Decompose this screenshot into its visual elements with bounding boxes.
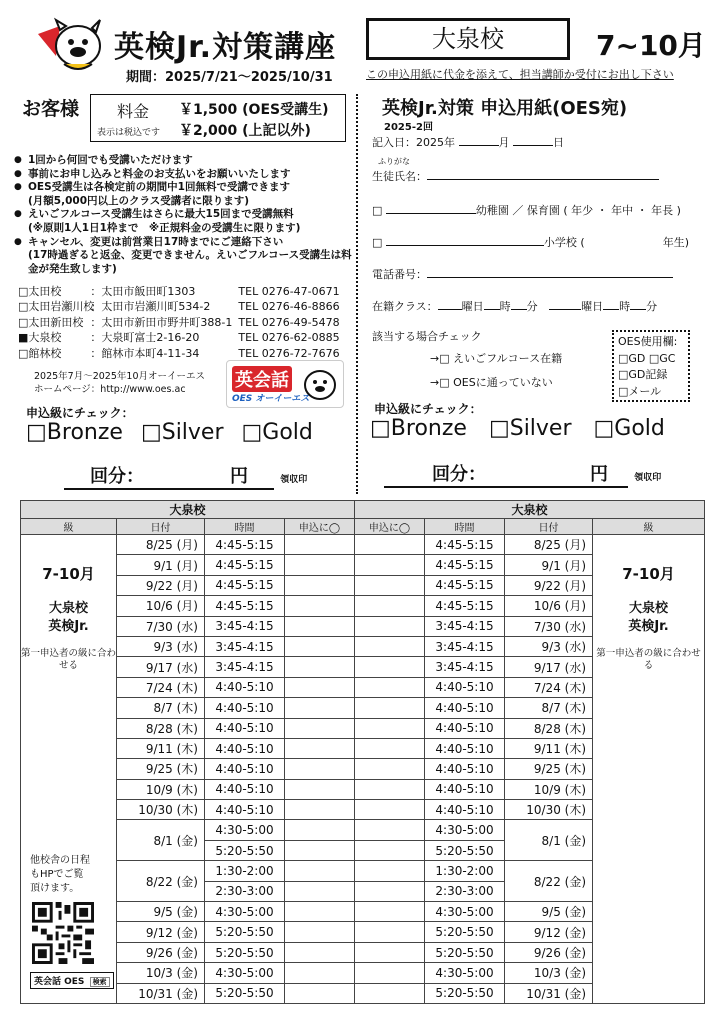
school-tel: TEL 0276-72-7676 <box>238 346 340 360</box>
bronze-checkbox[interactable]: □Bronze <box>26 420 123 445</box>
level-side-right <box>593 535 705 1004</box>
apply-cell[interactable] <box>355 902 425 922</box>
date-cell: 8/25 (月) <box>117 535 205 555</box>
time-cell: 2:30-3:00 <box>205 881 285 901</box>
gold-checkbox[interactable]: □Gold <box>241 420 313 445</box>
apply-cell[interactable] <box>355 535 425 555</box>
month-label: 月 <box>498 136 510 149</box>
col-time: 時間 <box>205 519 285 535</box>
time-cell: 5:20-5:50 <box>425 840 505 860</box>
student-name-field[interactable] <box>427 179 659 180</box>
class-row <box>372 298 657 314</box>
date-cell: 8/1 (金) <box>117 820 205 861</box>
date-cell: 7/30 (水) <box>505 616 593 636</box>
time-cell: 4:40-5:10 <box>205 779 285 799</box>
apply-cell[interactable] <box>285 963 355 983</box>
date-cell: 7/24 (木) <box>505 677 593 697</box>
times-label: 回分： <box>90 466 144 487</box>
apply-cell[interactable] <box>355 840 425 860</box>
time-cell: 4:45-5:15 <box>205 596 285 616</box>
time-cell: 4:30-5:00 <box>205 963 285 983</box>
time-cell: 5:20-5:50 <box>425 983 505 1003</box>
apply-cell[interactable] <box>285 902 355 922</box>
time-cell: 4:45-5:15 <box>205 555 285 575</box>
notes-list <box>14 154 354 276</box>
note-line: 他校舎の日程 <box>30 855 90 866</box>
apply-cell[interactable] <box>355 677 425 697</box>
day-field[interactable] <box>513 145 553 146</box>
phone-label: 電話番号： <box>372 268 427 281</box>
apply-cell[interactable] <box>285 616 355 636</box>
note-item: ● 事前にお申し込みと料金のお支払いをお願いいたします <box>14 168 354 182</box>
logo-sub: OES オーイーエス <box>232 394 310 404</box>
apply-cell[interactable] <box>355 820 425 840</box>
name-row <box>372 168 659 184</box>
school-name: 太田新田校 <box>28 315 84 329</box>
note-line: 頂けます。 <box>30 883 80 894</box>
school-tel: TEL 0276-46-8866 <box>238 300 340 314</box>
weekday-field[interactable] <box>438 309 462 310</box>
date-cell: 8/7 (木) <box>505 698 593 718</box>
date-cell: 10/3 (金) <box>117 963 205 983</box>
date-cell: 10/3 (金) <box>505 963 593 983</box>
apply-cell[interactable] <box>355 636 425 656</box>
date-cell: 9/17 (水) <box>505 657 593 677</box>
school-name: 大泉校 <box>28 331 62 345</box>
apply-cell[interactable] <box>285 820 355 840</box>
time-cell: 4:45-5:15 <box>425 535 505 555</box>
school-name: 館林校 <box>28 346 62 360</box>
checkbox[interactable]: ■ <box>18 331 29 345</box>
hour-field[interactable] <box>603 309 619 310</box>
receipt-label: 領収印 <box>280 475 308 485</box>
date-cell: 7/24 (木) <box>117 677 205 697</box>
time-cell: 4:40-5:10 <box>425 718 505 738</box>
school-address: ：太田市飯田町1303 <box>90 285 196 298</box>
school-row <box>18 330 340 345</box>
fee-oes: ￥1,500 (OES受講生) <box>179 102 329 118</box>
date-cell: 9/12 (金) <box>117 922 205 942</box>
date-cell: 10/9 (木) <box>117 779 205 799</box>
qr-code-icon[interactable] <box>32 902 94 964</box>
school-tel: TEL 0276-62-0885 <box>238 331 340 345</box>
logo-text: 英会話 <box>232 366 292 392</box>
note-sub: (※原則1人1日1枠まで ※正規料金の受講生に限ります) <box>28 221 301 234</box>
apply-cell[interactable] <box>285 942 355 962</box>
school-address: ：大泉町富士2-16-20 <box>90 331 200 345</box>
school-row <box>18 346 340 361</box>
furigana-label: ふりがな <box>378 157 410 166</box>
date-cell: 9/26 (金) <box>117 942 205 962</box>
date-cell: 9/11 (木) <box>505 738 593 758</box>
time-cell: 3:45-4:15 <box>425 616 505 636</box>
fee-label: 料金 <box>117 102 150 121</box>
apply-cell[interactable] <box>355 881 425 901</box>
class-label: 在籍クラス： <box>372 300 438 313</box>
ji-label: 時 <box>619 300 631 313</box>
date-cell: 9/26 (金) <box>505 942 593 962</box>
minute-field[interactable] <box>511 309 527 310</box>
school-row <box>18 299 340 314</box>
phone-field[interactable] <box>427 277 673 278</box>
footer-info <box>34 370 205 396</box>
school-address: ：太田市新田市野井町388-1 <box>90 315 233 329</box>
col-apply: 申込に◯ <box>355 519 425 535</box>
time-cell: 4:40-5:10 <box>425 759 505 779</box>
elem-year-label: 年生) <box>662 236 689 249</box>
elem-row <box>372 234 689 250</box>
school-address: ：太田市岩瀬川町534-2 <box>90 300 211 314</box>
apply-cell[interactable] <box>355 800 425 820</box>
search-badge-text: 英会話 OES <box>34 977 85 987</box>
date-cell: 8/1 (金) <box>505 820 593 861</box>
time-cell: 5:20-5:50 <box>205 983 285 1003</box>
apply-cell[interactable] <box>285 535 355 555</box>
note-item: ● 1回から何回でも受講いただけます <box>14 154 354 168</box>
table-header-school <box>21 501 705 519</box>
apply-cell[interactable] <box>355 942 425 962</box>
col-level: 級 <box>21 519 117 535</box>
ji-label: 時 <box>499 300 511 313</box>
level-check-left <box>26 420 313 445</box>
apply-cell[interactable] <box>285 596 355 616</box>
apply-cell[interactable] <box>355 657 425 677</box>
time-cell: 4:40-5:10 <box>425 800 505 820</box>
side-note: 第一申込者の級に合わせる <box>21 648 117 671</box>
checkbox[interactable]: □ <box>18 285 29 298</box>
time-cell: 4:30-5:00 <box>425 902 505 922</box>
school-list <box>18 284 340 361</box>
kinder-field[interactable] <box>386 213 476 214</box>
apply-cell[interactable] <box>285 922 355 942</box>
date-row <box>372 134 564 150</box>
date-cell: 8/22 (金) <box>117 861 205 902</box>
name-label: 生徒氏名： <box>372 170 427 183</box>
apply-cell[interactable] <box>285 881 355 901</box>
date-cell: 9/25 (木) <box>117 759 205 779</box>
time-cell: 2:30-3:00 <box>425 881 505 901</box>
footer-homepage: ホームページ：http://www.oes.ac <box>34 384 186 395</box>
silver-checkbox[interactable]: □Silver <box>140 420 224 445</box>
customer-label: お客様 <box>22 98 80 120</box>
youbi-label: 曜日 <box>461 300 484 313</box>
yen-label: 円 <box>590 464 608 485</box>
time-cell: 4:45-5:15 <box>425 555 505 575</box>
gold-checkbox[interactable]: □Gold <box>593 416 665 441</box>
footer-period: 2025年7月～2025年10月オーイーエス <box>34 371 205 382</box>
day-label: 日 <box>553 136 564 149</box>
tax-note: 表示は税込です <box>97 128 161 138</box>
other-school-note <box>30 854 90 896</box>
date-cell: 10/9 (木) <box>505 779 593 799</box>
school-name: 太田校 <box>28 285 62 298</box>
oes-use-gd-gc[interactable]: □GD □GC <box>618 351 676 365</box>
bronze-checkbox[interactable]: □Bronze <box>370 416 467 441</box>
time-cell: 4:40-5:10 <box>205 800 285 820</box>
elem-checkbox[interactable]: □ <box>372 236 383 249</box>
side-school: 大泉校 <box>629 601 669 616</box>
apply-cell[interactable] <box>285 575 355 595</box>
apply-cell[interactable] <box>355 922 425 942</box>
date-cell: 9/17 (水) <box>117 657 205 677</box>
date-cell: 9/1 (月) <box>117 555 205 575</box>
date-cell: 10/6 (月) <box>117 596 205 616</box>
time-cell: 4:30-5:00 <box>425 820 505 840</box>
checkbox[interactable]: □ <box>18 315 29 329</box>
time-cell: 4:40-5:10 <box>205 718 285 738</box>
time-cell: 5:20-5:50 <box>205 840 285 860</box>
col-apply: 申込に◯ <box>285 519 355 535</box>
time-cell: 4:40-5:10 <box>425 698 505 718</box>
time-cell: 3:45-4:15 <box>205 657 285 677</box>
fullcourse-checkbox[interactable]: →□ えいごフルコース在籍 <box>430 352 563 365</box>
bulldog-mascot-icon <box>34 16 108 78</box>
date-cell: 9/3 (水) <box>505 636 593 656</box>
level-check-label: 申込級にチェック： <box>374 402 482 416</box>
time-cell: 4:45-5:15 <box>205 575 285 595</box>
form-round: 2025-2回 <box>384 122 433 133</box>
oes-use-box <box>612 330 690 402</box>
side-note: 第一申込者の級に合わせる <box>596 648 701 671</box>
time-cell: 5:20-5:50 <box>425 942 505 962</box>
phone-row <box>372 266 673 282</box>
apply-cell[interactable] <box>285 861 355 881</box>
apply-cell[interactable] <box>355 555 425 575</box>
search-badge[interactable] <box>30 972 114 989</box>
time-cell: 5:20-5:50 <box>205 922 285 942</box>
apply-cell[interactable] <box>355 861 425 881</box>
silver-checkbox[interactable]: □Silver <box>488 416 572 441</box>
time-cell: 1:30-2:00 <box>205 861 285 881</box>
apply-cell[interactable] <box>285 677 355 697</box>
side-months: 7-10月 <box>42 565 95 583</box>
note-sub: (月額5,000円以上のクラス受講者に限ります) <box>28 194 249 207</box>
apply-cell[interactable] <box>355 698 425 718</box>
date-cell: 8/28 (木) <box>117 718 205 738</box>
month-field[interactable] <box>459 145 499 146</box>
apply-cell[interactable] <box>285 759 355 779</box>
col-level: 級 <box>593 519 705 535</box>
minute-field[interactable] <box>630 309 646 310</box>
apply-cell[interactable] <box>285 698 355 718</box>
note-line: もHPでご覧 <box>30 869 84 880</box>
side-months: 7-10月 <box>622 565 675 583</box>
apply-cell[interactable] <box>285 779 355 799</box>
note-sub: (17時過ぎると返金、変更できません。えいごフルコース受講生は料金が発生致します) <box>28 249 352 275</box>
schedule-table <box>20 500 705 1004</box>
date-cell: 9/3 (水) <box>117 636 205 656</box>
cut-line <box>356 94 358 494</box>
schedule-body <box>21 535 705 1004</box>
date-cell: 10/30 (木) <box>117 800 205 820</box>
weekday-field[interactable] <box>549 309 581 310</box>
course-period: 期間：2025/7/21～2025/10/31 <box>126 70 333 85</box>
oes-logo <box>226 360 344 408</box>
col-date: 日付 <box>505 519 593 535</box>
count-line-left <box>64 462 307 490</box>
kinder-checkbox[interactable]: □ <box>372 204 383 217</box>
date-cell: 8/22 (金) <box>505 861 593 902</box>
oes-use-gd-record[interactable]: □GD記録 <box>618 368 668 381</box>
apply-cell[interactable] <box>355 596 425 616</box>
school-header: 大泉校 <box>355 501 705 519</box>
date-cell: 9/1 (月) <box>505 555 593 575</box>
note-item: ● えいごフルコース受講生はさらに最大15回まで受講無料 <box>14 208 354 222</box>
level-check-right <box>370 416 665 441</box>
apply-cell[interactable] <box>355 718 425 738</box>
date-cell: 9/5 (金) <box>117 902 205 922</box>
col-time: 時間 <box>425 519 505 535</box>
side-course: 英検Jr. <box>48 619 89 634</box>
apply-cell[interactable] <box>285 800 355 820</box>
date-cell: 8/25 (月) <box>505 535 593 555</box>
times-label: 回分： <box>432 464 486 485</box>
level-check-label: 申込級にチェック： <box>26 406 134 420</box>
apply-cell[interactable] <box>285 840 355 860</box>
date-cell: 10/31 (金) <box>117 983 205 1003</box>
date-label: 記入日：2025年 <box>372 136 455 149</box>
apply-cell[interactable] <box>285 983 355 1003</box>
apply-cell[interactable] <box>355 738 425 758</box>
fun-label: 分 <box>646 300 658 313</box>
time-cell: 4:45-5:15 <box>205 535 285 555</box>
apply-cell[interactable] <box>285 636 355 656</box>
youbi-label: 曜日 <box>581 300 604 313</box>
side-course: 英検Jr. <box>628 619 669 634</box>
checkbox[interactable]: □ <box>18 346 29 360</box>
time-cell: 3:45-4:15 <box>205 616 285 636</box>
count-line-right <box>384 460 661 488</box>
date-cell: 9/5 (金) <box>505 902 593 922</box>
school-name: 太田岩瀬川校 <box>28 300 95 314</box>
apply-cell[interactable] <box>285 738 355 758</box>
time-cell: 5:20-5:50 <box>425 922 505 942</box>
date-cell: 8/7 (木) <box>117 698 205 718</box>
time-cell: 4:40-5:10 <box>205 759 285 779</box>
time-cell: 4:40-5:10 <box>425 779 505 799</box>
form-title: 英検Jr.対策 申込用紙(OES宛) <box>382 98 628 119</box>
time-cell: 4:45-5:15 <box>425 575 505 595</box>
apply-cell[interactable] <box>355 983 425 1003</box>
date-cell: 7/30 (水) <box>117 616 205 636</box>
time-cell: 3:45-4:15 <box>205 636 285 656</box>
apply-cell[interactable] <box>355 759 425 779</box>
time-cell: 4:40-5:10 <box>205 698 285 718</box>
elem-label: 小学校 ( <box>543 236 585 249</box>
school-address: ：館林市本町4-11-34 <box>90 346 200 360</box>
time-cell: 4:30-5:00 <box>205 820 285 840</box>
hour-field[interactable] <box>484 309 500 310</box>
school-header: 大泉校 <box>21 501 355 519</box>
time-cell: 5:20-5:50 <box>205 942 285 962</box>
apply-cell[interactable] <box>285 657 355 677</box>
school-name-box: 大泉校 <box>366 18 570 60</box>
time-cell: 4:30-5:00 <box>425 963 505 983</box>
apply-cell[interactable] <box>355 575 425 595</box>
time-cell: 4:30-5:00 <box>205 902 285 922</box>
apply-cell[interactable] <box>285 555 355 575</box>
time-cell: 4:45-5:15 <box>425 596 505 616</box>
date-cell: 9/22 (月) <box>505 575 593 595</box>
table-row <box>21 535 705 555</box>
time-cell: 4:40-5:10 <box>425 677 505 697</box>
date-cell: 10/30 (木) <box>505 800 593 820</box>
col-date: 日付 <box>117 519 205 535</box>
note-item: ● OES受講生は各検定前の期間中1回無料で受講できます <box>14 181 354 195</box>
fee-other: ￥2,000 (上記以外) <box>179 123 311 139</box>
apply-cell[interactable] <box>355 779 425 799</box>
kinder-label: 幼稚園 ／ 保育園 ( 年少 ・ 年中 ・ 年長 ) <box>475 204 681 217</box>
receipt-label: 領収印 <box>634 473 662 483</box>
time-cell: 3:45-4:15 <box>425 636 505 656</box>
time-cell: 4:40-5:10 <box>205 738 285 758</box>
date-cell: 10/31 (金) <box>505 983 593 1003</box>
elem-field[interactable] <box>386 245 544 246</box>
check-label: 該当する場合チェック <box>372 330 482 343</box>
date-cell: 9/12 (金) <box>505 922 593 942</box>
fee-box <box>90 94 346 142</box>
submit-note: この申込用紙に代金を添えて、担当講師か受付にお出し下さい <box>366 68 674 81</box>
page-title: 英検Jr.対策講座 <box>114 30 337 65</box>
checkbox[interactable]: □ <box>18 300 29 314</box>
yen-label: 円 <box>230 466 248 487</box>
apply-cell[interactable] <box>355 963 425 983</box>
apply-cell[interactable] <box>285 718 355 738</box>
school-tel: TEL 0276-49-5478 <box>238 315 340 329</box>
date-cell: 9/25 (木) <box>505 759 593 779</box>
date-cell: 9/11 (木) <box>117 738 205 758</box>
time-cell: 4:40-5:10 <box>205 677 285 697</box>
school-row <box>18 284 340 299</box>
count-field[interactable] <box>384 460 628 488</box>
time-cell: 3:45-4:15 <box>425 657 505 677</box>
side-school: 大泉校 <box>48 601 88 616</box>
kinder-row <box>372 202 681 218</box>
school-tel: TEL 0276-47-0671 <box>238 285 340 298</box>
table-header-columns <box>21 519 705 535</box>
apply-cell[interactable] <box>355 616 425 636</box>
date-cell: 10/6 (月) <box>505 596 593 616</box>
school-row <box>18 315 340 330</box>
search-button[interactable]: 検索 <box>90 977 110 987</box>
time-cell: 1:30-2:00 <box>425 861 505 881</box>
oes-use-title: OES使用欄: <box>618 335 678 348</box>
note-item: ● キャンセル、変更は前営業日17時までにご連絡下さい <box>14 236 354 250</box>
bulldog-logo-icon <box>299 365 341 405</box>
date-cell: 8/28 (木) <box>505 718 593 738</box>
count-field[interactable] <box>64 462 274 490</box>
not-oes-checkbox[interactable]: →□ OESに通っていない <box>430 376 553 389</box>
oes-use-mail[interactable]: □メール <box>618 384 662 398</box>
fun-label: 分 <box>526 300 538 313</box>
date-cell: 9/22 (月) <box>117 575 205 595</box>
months-label: 7~10月 <box>596 29 706 62</box>
time-cell: 4:40-5:10 <box>425 738 505 758</box>
